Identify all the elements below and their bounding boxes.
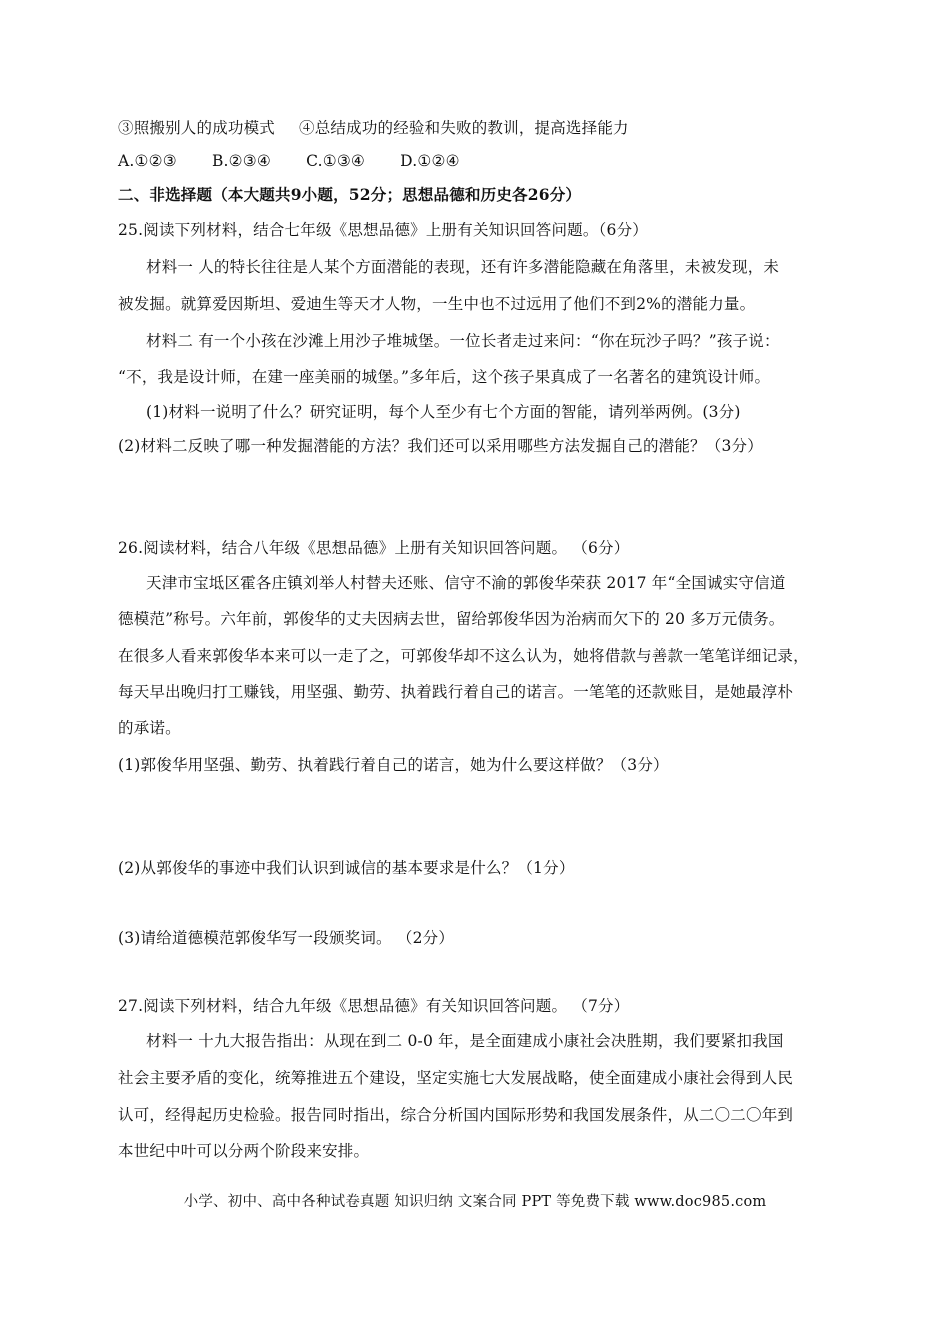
q26-sub-question-1: (1)郭俊华用坚强、勤劳、执着践行着自己的诺言，她为什么要这样做？（3分）	[118, 756, 669, 774]
q26-sub-question-2: (2)从郭俊华的事迹中我们认识到诚信的基本要求是什么？（1分）	[118, 859, 575, 877]
q27-material-1-line-2: 社会主要矛盾的变化，统筹推进五个建设，坚定实施七大发展战略，使全面建成小康社会得到人民	[118, 1069, 794, 1087]
q25-stem: 25.阅读下列材料，结合七年级《思想品德》上册有关知识回答问题。（6分）	[118, 221, 648, 239]
choice-a: A.①②③	[118, 152, 177, 170]
q26-paragraph-line-1: 天津市宝坻区霍各庄镇刘举人村替夫还账、信守不渝的郭俊华荣获 2017 年“全国诚实守信道	[146, 574, 786, 592]
q27-material-1-line-4: 本世纪中叶可以分两个阶段来安排。	[118, 1142, 370, 1160]
choice-c: C.①③④	[306, 152, 366, 170]
q26-paragraph-line-3: 在很多人看来郭俊华本来可以一走了之，可郭俊华却不这么认为，她将借款与善款一笔笔详细记录，	[118, 647, 809, 665]
choice-b: B.②③④	[211, 152, 271, 170]
q25-material-2-line-1: 材料二 有一个小孩在沙滩上用沙子堆城堡。一位长者走过来问：“你在玩沙子吗？”孩子说：	[146, 332, 780, 350]
q25-sub-question-1: (1)材料一说明了什么？研究证明，每个人至少有七个方面的智能，请列举两例。(3分)	[146, 403, 741, 421]
q26-paragraph-line-4: 每天早出晚归打工赚钱，用坚强、勤劳、执着践行着自己的诺言。一笔笔的还款账目，是她最淳朴	[118, 683, 794, 701]
q26-sub-question-3: (3)请给道德模范郭俊华写一段颁奖词。 （2分）	[118, 929, 455, 947]
q27-material-1-line-1: 材料一 十九大报告指出：从现在到二 0-0 年，是全面建成小康社会决胜期，我们要紧扣我国	[146, 1032, 784, 1050]
q24-item-4: ④总结成功的经验和失败的教训，提高选择能力	[299, 119, 629, 137]
q24-item-3: ③照搬别人的成功模式	[118, 119, 276, 137]
q27-stem: 27.阅读下列材料，结合九年级《思想品德》有关知识回答问题。 （7分）	[118, 997, 630, 1015]
q25-material-1-line-2: 被发掘。就算爱因斯坦、爱迪生等天才人物，一生中也不过远用了他们不到2%的潜能力量。	[118, 295, 756, 313]
section-2-heading: 二、非选择题（本大题共9小题，52分；思想品德和历史各26分）	[118, 185, 582, 204]
q27-material-1-line-3: 认可，经得起历史检验。报告同时指出，综合分析国内国际形势和我国发展条件，从二〇二〇年到	[118, 1106, 794, 1124]
choice-d: D.①②④	[400, 152, 460, 170]
q25-material-2-line-2: “不，我是设计师，在建一座美丽的城堡。”多年后，这个孩子果真成了一名著名的建筑设计师。	[118, 368, 771, 386]
q26-paragraph-line-5: 的承诺。	[118, 719, 181, 737]
footer-advert: 小学、初中、高中各种试卷真题 知识归纳 文案合同 PPT 等免费下载 www.doc985.com	[183, 1194, 767, 1210]
q24-items-row	[118, 118, 629, 138]
q26-paragraph-line-2: 德模范”称号。六年前，郭俊华的丈夫因病去世，留给郭俊华因为治病而欠下的 20 多万元债务。	[118, 610, 785, 628]
q26-stem: 26.阅读材料，结合八年级《思想品德》上册有关知识回答问题。 （6分）	[118, 539, 630, 557]
q24-choices	[118, 151, 490, 171]
q25-material-1-line-1: 材料一 人的特长往往是人某个方面潜能的表现，还有许多潜能隐藏在角落里，未被发现，未	[146, 258, 780, 276]
q25-sub-question-2: (2)材料二反映了哪一种发掘潜能的方法？我们还可以采用哪些方法发掘自己的潜能？（3分）	[118, 437, 763, 455]
